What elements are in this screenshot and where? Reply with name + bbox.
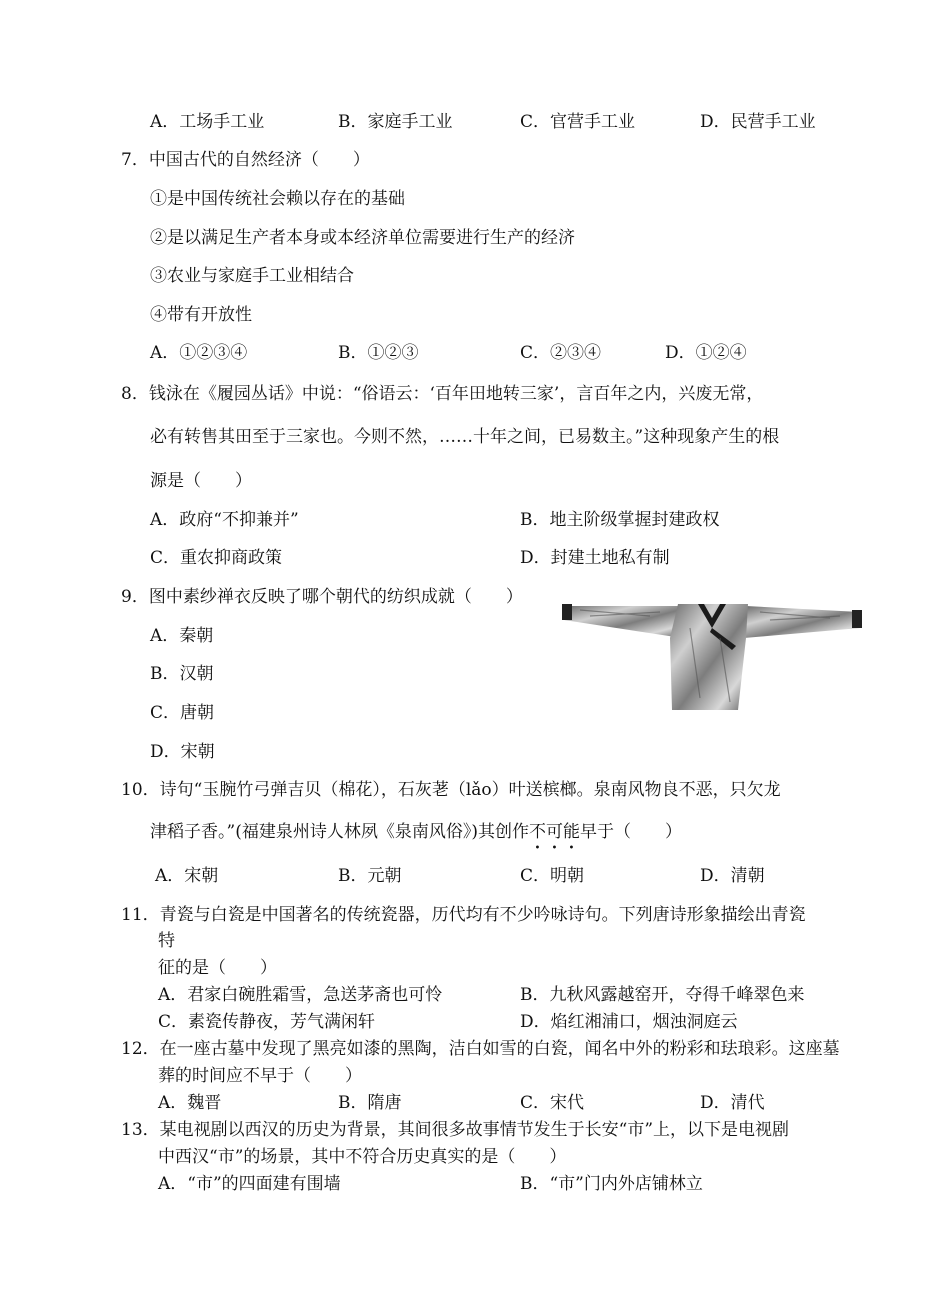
q12-option-b: B．隋唐 (338, 1093, 402, 1113)
q10-stem-line-2 (150, 821, 682, 843)
q11-stem-line-3: 征的是（ ） (158, 958, 277, 978)
q9-option-a: A．秦朝 (150, 626, 214, 646)
q12-option-a: A．魏晋 (158, 1093, 222, 1113)
q13-stem-line-1: 13．某电视剧以西汉的历史为背景，其间很多故事情节发生于长安“市”上，以下是电视剧 (121, 1120, 790, 1140)
q7-option-a: A．①②③④ (150, 343, 248, 363)
q11-option-b: B．九秋风露越窑开，夺得千峰翠色来 (520, 985, 805, 1005)
q8-stem-line-2: 必有转售其田至于三家也。今则不然，……十年之间，已易数主。”这种现象产生的根 (150, 427, 780, 447)
q9-option-b: B．汉朝 (150, 664, 214, 684)
q7-option-c: C．②③④ (520, 343, 602, 363)
q10-emphasis-char: 可 (545, 822, 563, 842)
q12-stem-line-1: 12．在一座古墓中发现了黑亮如漆的黑陶，洁白如雪的白瓷，闻名中外的粉彩和珐琅彩。这座墓 (121, 1039, 840, 1059)
q9-option-d: D．宋朝 (150, 742, 215, 762)
q7-item-4: ④带有开放性 (150, 305, 252, 325)
q6-option-a: A．工场手工业 (150, 112, 265, 132)
q13-stem-line-2: 中西汉“市”的场景，其中不符合历史真实的是（ ） (158, 1147, 567, 1167)
q6-option-b: B．家庭手工业 (338, 112, 453, 132)
q7-item-2: ②是以满足生产者本身或本经济单位需要进行生产的经济 (150, 228, 575, 248)
q12-option-d: D．清代 (700, 1093, 765, 1113)
q10-option-c: C．明朝 (520, 866, 585, 886)
q12-option-c: C．宋代 (520, 1093, 585, 1113)
q10-option-a: A．宋朝 (155, 866, 219, 886)
q9-option-c: C．唐朝 (150, 703, 215, 723)
q13-option-a: A．“市”的四面建有围墙 (158, 1174, 341, 1194)
q11-option-c: C．素瓷传静夜，芳气满闲轩 (158, 1012, 376, 1032)
q11-option-d: D．焰红湘浦口，烟浊洞庭云 (520, 1012, 738, 1032)
q12-stem-line-2: 葬的时间应不早于（ ） (158, 1066, 362, 1086)
q9-stem: 9．图中素纱禅衣反映了哪个朝代的纺织成就（ ） (121, 587, 523, 607)
q7-option-b: B．①②③ (338, 343, 419, 363)
q8-stem-line-1: 8．钱泳在《履园丛话》中说：“俗语云：‘百年田地转三家’，言百年之内，兴废无常， (121, 384, 764, 404)
q8-option-b: B．地主阶级掌握封建政权 (520, 510, 720, 530)
q10-stem-text: 津稻子香。”(福建泉州诗人林夙《泉南风俗》)其创作 (150, 822, 529, 842)
q13-option-b: B．“市”门内外店铺林立 (520, 1174, 703, 1194)
q11-stem-line-1: 11．青瓷与白瓷是中国著名的传统瓷器，历代均有不少吟咏诗句。下列唐诗形象描绘出青瓷 (121, 905, 806, 925)
q6-option-c: C．官营手工业 (520, 112, 636, 132)
q7-option-d: D．①②④ (665, 343, 747, 363)
q7-item-3: ③农业与家庭手工业相结合 (150, 266, 354, 286)
q10-option-d: D．清朝 (700, 866, 765, 886)
q6-option-d: D．民营手工业 (700, 112, 816, 132)
q8-stem-line-3: 源是（ ） (150, 471, 252, 491)
q8-option-d: D．封建土地私有制 (520, 548, 670, 568)
q7-stem: 7．中国古代的自然经济（ ） (121, 150, 370, 170)
q10-stem-text-end: 早于（ ） (579, 822, 682, 842)
q10-emphasis-char: 不 (528, 822, 546, 842)
q10-emphasis-char: 能 (562, 822, 580, 842)
q11-stem-line-2: 特 (158, 931, 175, 951)
q11-option-a: A．君家白碗胜霜雪，急送茅斋也可怜 (158, 985, 443, 1005)
q7-item-1: ①是中国传统社会赖以存在的基础 (150, 189, 405, 209)
plain-gauze-robe-image (560, 598, 864, 712)
q8-option-c: C．重农抑商政策 (150, 548, 283, 568)
q10-stem-line-1: 10．诗句“玉腕竹弓弹吉贝（棉花），石灰荖（lǎo）叶送槟榔。泉南风物良不恶，只欠龙 (121, 780, 781, 800)
q10-option-b: B．元朝 (338, 866, 402, 886)
q8-option-a: A．政府“不抑兼并” (150, 510, 299, 530)
